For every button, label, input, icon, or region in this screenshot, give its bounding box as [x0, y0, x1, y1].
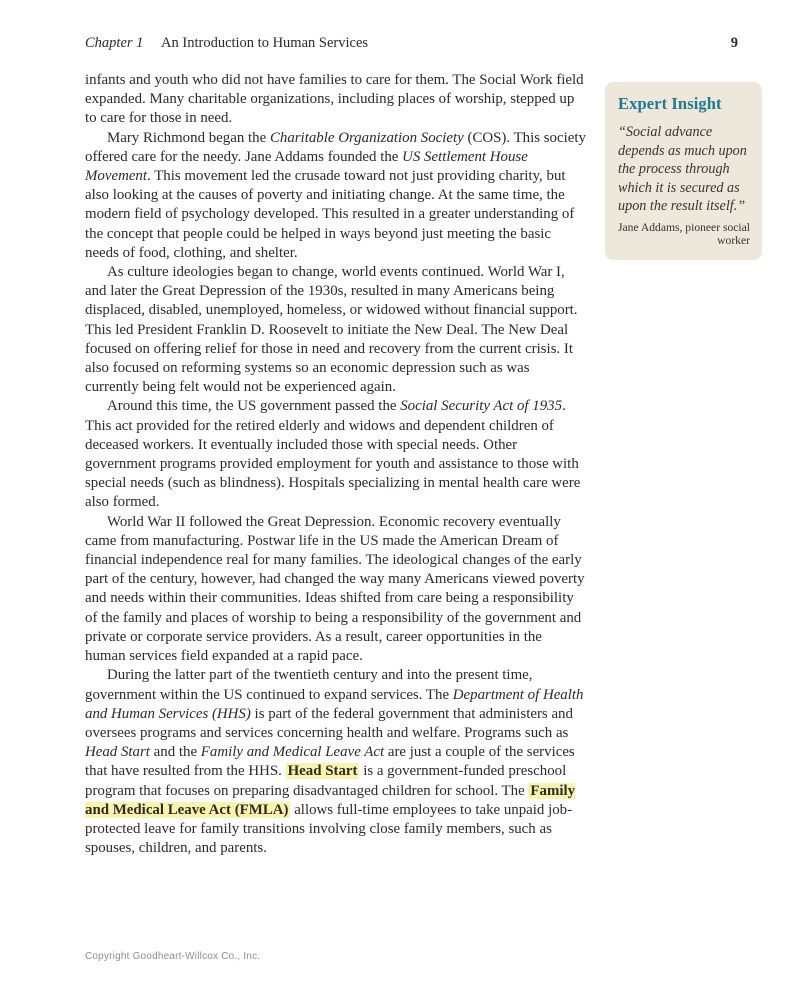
text-run: (COS). This society offered care for the needy. Jane Addams founded the [85, 129, 586, 165]
expert-insight-box [605, 82, 762, 260]
text-run: World War II followed the Great Depression. Economic recovery eventually came from manufacturing. Postwar life in the US made the American Dream of financial independence real for many families. The ideological changes of the early part of the century, however, had changed the way many Americans viewed poverty and needs within their communities. Ideas shifted from care being a responsibility of the family and places of worship to being a responsibility of the government and private or corporate service providers. As a result, career opportunities in the human services field expanded at a rapid pace. [85, 513, 585, 665]
expert-insight-attribution: Jane Addams, pioneer social worker [618, 220, 751, 248]
paragraph [85, 71, 586, 129]
key-term-highlight: Head Start [287, 763, 358, 780]
paragraph [85, 129, 586, 263]
text-run: Mary Richmond began the [107, 129, 270, 146]
italic-term: Department of Health and Human Services (HHS) [85, 686, 584, 722]
italic-term: Head Start [85, 744, 150, 761]
copyright-notice: Copyright Goodheart-Willcox Co., Inc. [85, 951, 261, 962]
expert-insight-quote: “Social advance depends as much upon the process through which it is secured as upon the result itself.” [618, 124, 747, 214]
paragraph [85, 513, 586, 667]
paragraph [85, 397, 586, 512]
italic-term: Social Security Act of 1935 [400, 398, 563, 415]
text-run: infants and youth who did not have families to care for them. The Social Work field expanded. Many charitable organizations, including places of worship, stepped up to care for those in need. [85, 72, 584, 127]
text-run: As culture ideologies began to change, world events continued. World War I, and later the Great Depression of the 1930s, resulted in many Americans being displaced, disabled, unemployed, homeless, or widowed without financial support. This led President Franklin D. Roosevelt to initiate the New Deal. The New Deal focused on offering relief for those in need and recovery from the current crisis. It also focused on reforming systems so an economic depression such as was currently being felt would not be experienced again. [85, 264, 578, 396]
expert-insight-title: Expert Insight [618, 94, 722, 113]
paragraph [85, 263, 586, 397]
text-run: is part of the federal government that administers and oversees programs and services concerning health and welfare. Programs such as [85, 705, 573, 741]
paragraph [85, 666, 586, 858]
text-run: and the [149, 744, 201, 761]
text-run: allows full-time employees to take unpaid job-protected leave for family transitions involving close family members, such as spouses, children, and parents. [85, 801, 573, 857]
italic-term: Family and Medical Leave Act [200, 744, 385, 761]
text-run: is a government-funded preschool program that focuses on preparing disadvantaged children for school. The [85, 763, 567, 799]
text-run: Around this time, the US government passed the [107, 398, 401, 415]
text-run: During the latter part of the twentieth century and into the present time, government within the US continued to expand services. The [85, 667, 533, 703]
chapter-title: An Introduction to Human Services [161, 35, 369, 51]
italic-term: US Settlement House Movement [85, 148, 528, 185]
chapter-label: Chapter 1 [85, 35, 144, 51]
key-term-highlight: Family and Medical Leave Act (FMLA) [85, 782, 576, 818]
text-run: are just a couple of the services that have resulted from the HHS. [85, 744, 575, 780]
running-head-left [85, 35, 368, 52]
body-text [85, 71, 586, 858]
text-run: . This act provided for the retired elderly and widows and dependent children of deceased workers. It eventually included those with special needs. Other government programs provided employment for youth and assistance to those with special needs (such as blindness). Hospitals specializing in mental health care were also formed. [85, 398, 581, 511]
page-number: 9 [730, 35, 738, 51]
text-run: . This movement led the crusade toward not just providing charity, but also looking at the causes of poverty and initiating change. At the same time, the modern field of psychology developed. This resulted in a greater understanding of the concept that people could be helped in ways beyond just meeting the basic needs of food, clothing, and shelter. [85, 168, 575, 261]
italic-term: Charitable Organization Society [269, 129, 464, 146]
running-head [85, 35, 738, 52]
